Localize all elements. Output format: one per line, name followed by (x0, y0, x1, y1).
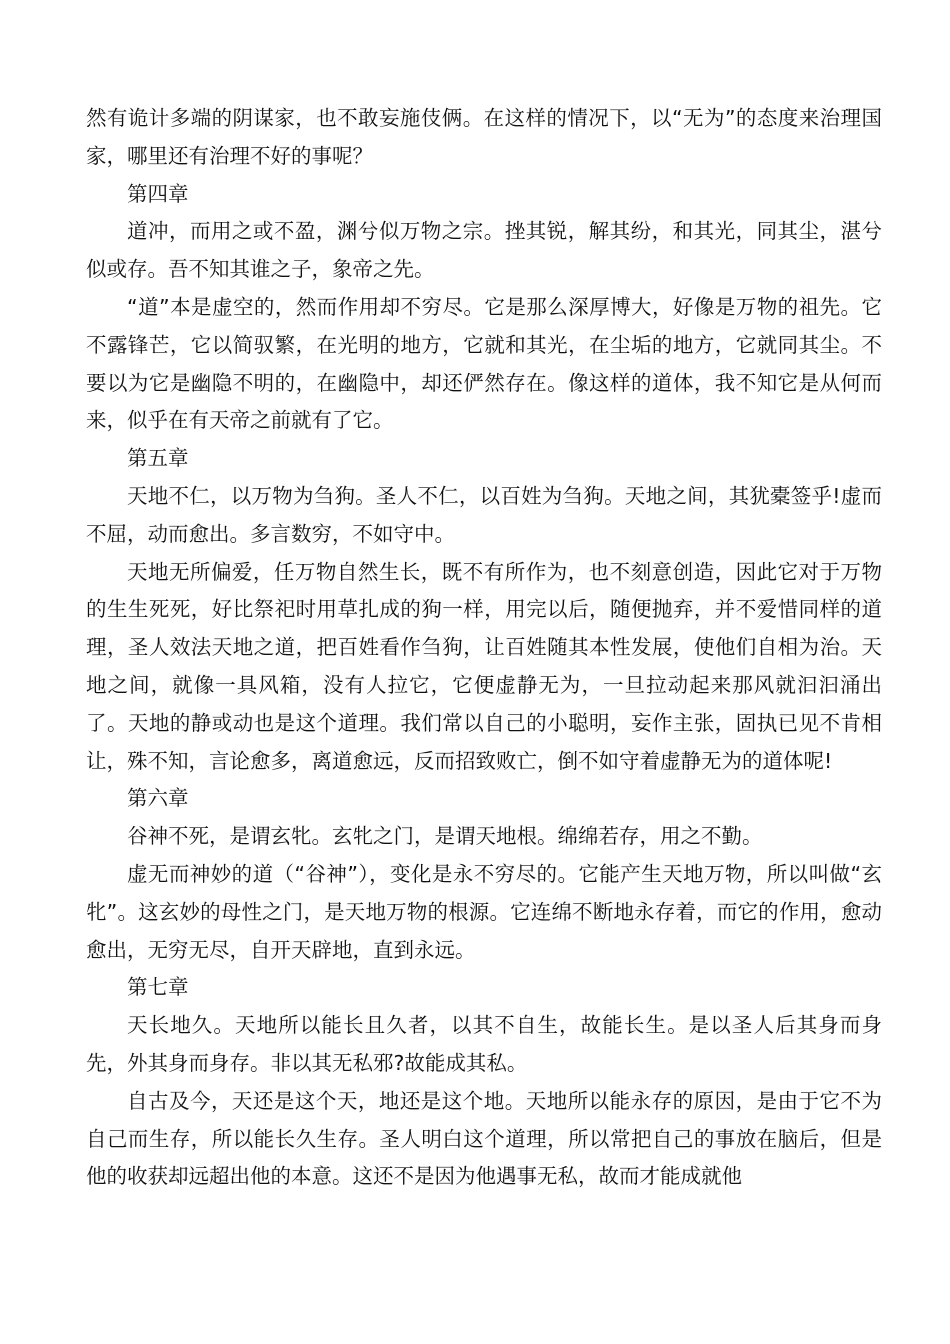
chapter-4-original-text: 道冲，而用之或不盈，渊兮似万物之宗。挫其锐，解其纷，和其光，同其尘，湛兮似或存。吾不知其谁之子，象帝之先。 (86, 219, 882, 282)
chapter-4-translation: “道”本是虚空的，然而作用却不穷尽。它是那么深厚博大，好像是万物的祖先。它不露锋芒，它以简驭繁，在光明的地方，它就和其光，在尘垢的地方，它就同其尘。不要以为它是幽隐不明的，在幽隐中，却还俨然存在。像这样的道体，我不知它是从何而来，似乎在有天帝之前就有了它。 (86, 294, 882, 433)
chapter-6-original-text: 谷神不死，是谓玄牝。玄牝之门，是谓天地根。绵绵若存，用之不勤。 (127, 824, 763, 849)
chapter-5-translation: 天地无所偏爱，任万物自然生长，既不有所作为，也不刻意创造，因此它对于万物的生生死死，好比祭祀时用草扎成的狗一样，用完以后，随便抛弃，并不爱惜同样的道理，圣人效法天地之道，把百姓看作刍狗，让百姓随其本性发展，使他们自相为治。天地之间，就像一具风箱，没有人拉它，它便虚静无为，一旦拉动起来那风就汩汩涌出了。天地的静或动也是这个道理。我们常以自己的小聪明，妄作主张，固执已见不肯相让，殊不知，言论愈多，离道愈远，反而招致败亡，倒不如守着虚静无为的道体呢! (86, 559, 882, 773)
chapter-heading-4: 第四章 (127, 181, 189, 206)
chapter-7-original-text: 天长地久。天地所以能长且久者，以其不自生，故能长生。是以圣人后其身而身先，外其身而身存。非以其无私邪?故能成其私。 (86, 1013, 882, 1075)
chapter-6-translation: 虚无而神妙的道（“谷神”），变化是永不穷尽的。它能产生天地万物，所以叫做“玄牝”。这玄妙的母性之门，是天地万物的根源。它连绵不断地永存着，而它的作用，愈动愈出，无穷无尽，自开天辟地，直到永远。 (86, 861, 882, 962)
document-body (86, 100, 882, 1196)
paragraph-continued: 然有诡计多端的阴谋家，也不敢妄施伎俩。在这样的情况下，以“无为”的态度来治理国家，哪里还有治理不好的事呢？ (86, 106, 882, 168)
chapter-5-original-text: 天地不仁，以万物为刍狗。圣人不仁，以百姓为刍狗。天地之间，其犹橐签乎!虚而不屈，动而愈出。多言数穷，不如守中。 (86, 483, 882, 546)
chapter-heading-6: 第六章 (127, 786, 189, 811)
chapter-heading-5: 第五章 (127, 446, 189, 471)
chapter-heading-7: 第七章 (127, 975, 189, 1000)
chapter-7-translation: 自古及今，天还是这个天，地还是这个地。天地所以能永存的原因，是由于它不为自己而生存，所以能长久生存。圣人明白这个道理，所以常把自己的事放在脑后，但是他的收获却远超出他的本意。这还不是因为他遇事无私，故而才能成就他 (86, 1088, 882, 1189)
